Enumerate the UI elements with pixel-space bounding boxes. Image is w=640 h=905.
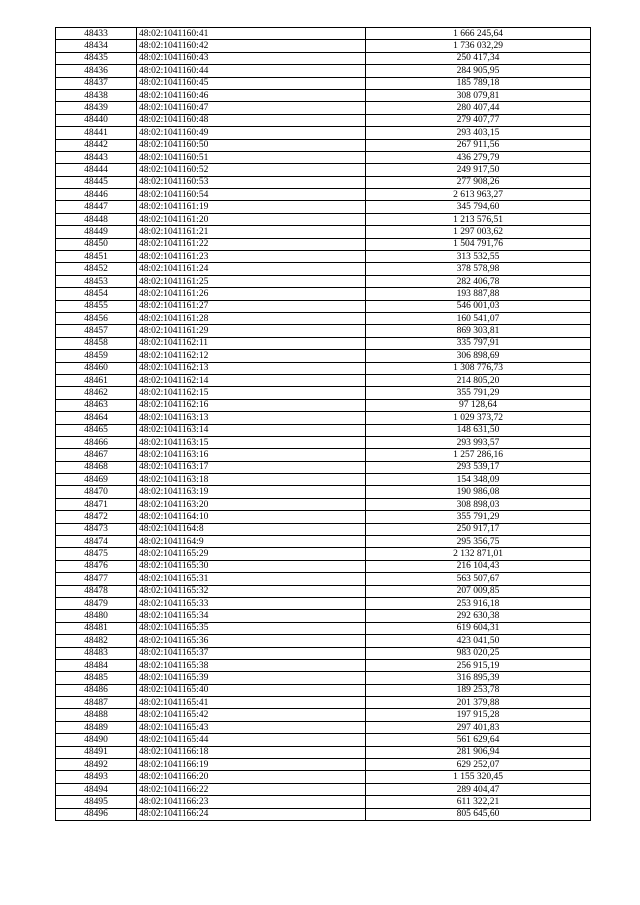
row-number-cell: 48458 bbox=[56, 337, 137, 349]
cadastral-value-cell: 279 407,77 bbox=[366, 114, 591, 126]
cadastral-number-cell: 48:02:1041165:43 bbox=[137, 721, 366, 733]
cadastral-value-cell: 97 128,64 bbox=[366, 399, 591, 411]
cadastral-number-cell: 48:02:1041162:15 bbox=[137, 387, 366, 399]
cadastral-number-cell: 48:02:1041160:43 bbox=[137, 52, 366, 64]
cadastral-value-cell: 253 916,18 bbox=[366, 597, 591, 609]
cadastral-value-cell: 185 789,18 bbox=[366, 77, 591, 89]
table-row bbox=[56, 65, 591, 77]
table-row bbox=[56, 362, 591, 374]
row-number-cell: 48494 bbox=[56, 783, 137, 795]
table-row bbox=[56, 771, 591, 783]
row-number-cell: 48451 bbox=[56, 251, 137, 263]
row-number-cell: 48441 bbox=[56, 127, 137, 139]
table-row bbox=[56, 610, 591, 622]
table-row bbox=[56, 461, 591, 473]
table-row bbox=[56, 337, 591, 349]
row-number-cell: 48487 bbox=[56, 697, 137, 709]
table-row bbox=[56, 312, 591, 324]
row-number-cell: 48493 bbox=[56, 771, 137, 783]
cadastral-number-cell: 48:02:1041161:19 bbox=[137, 201, 366, 213]
cadastral-number-cell: 48:02:1041161:25 bbox=[137, 275, 366, 287]
cadastral-value-cell: 293 403,15 bbox=[366, 127, 591, 139]
row-number-cell: 48457 bbox=[56, 325, 137, 337]
cadastral-value-cell: 297 401,83 bbox=[366, 721, 591, 733]
table-row bbox=[56, 164, 591, 176]
cadastral-value-cell: 216 104,43 bbox=[366, 560, 591, 572]
table-row bbox=[56, 114, 591, 126]
row-number-cell: 48463 bbox=[56, 399, 137, 411]
cadastral-value-cell: 1 666 245,64 bbox=[366, 28, 591, 40]
row-number-cell: 48436 bbox=[56, 65, 137, 77]
table-row bbox=[56, 213, 591, 225]
table-row bbox=[56, 721, 591, 733]
table-row bbox=[56, 139, 591, 151]
row-number-cell: 48478 bbox=[56, 585, 137, 597]
row-number-cell: 48471 bbox=[56, 498, 137, 510]
cadastral-value-cell: 869 303,81 bbox=[366, 325, 591, 337]
table-row bbox=[56, 585, 591, 597]
cadastral-number-cell: 48:02:1041162:11 bbox=[137, 337, 366, 349]
table-row bbox=[56, 275, 591, 287]
cadastral-number-cell: 48:02:1041166:24 bbox=[137, 808, 366, 820]
cadastral-number-cell: 48:02:1041163:16 bbox=[137, 449, 366, 461]
table-row bbox=[56, 647, 591, 659]
cadastral-number-cell: 48:02:1041165:37 bbox=[137, 647, 366, 659]
table-row bbox=[56, 412, 591, 424]
table-row bbox=[56, 238, 591, 250]
row-number-cell: 48462 bbox=[56, 387, 137, 399]
row-number-cell: 48472 bbox=[56, 511, 137, 523]
row-number-cell: 48485 bbox=[56, 672, 137, 684]
row-number-cell: 48483 bbox=[56, 647, 137, 659]
row-number-cell: 48496 bbox=[56, 808, 137, 820]
cadastral-value-cell: 423 041,50 bbox=[366, 635, 591, 647]
row-number-cell: 48477 bbox=[56, 573, 137, 585]
row-number-cell: 48464 bbox=[56, 412, 137, 424]
table-row bbox=[56, 783, 591, 795]
table-body bbox=[56, 28, 591, 821]
cadastral-number-cell: 48:02:1041165:42 bbox=[137, 709, 366, 721]
cadastral-value-cell: 1 504 791,76 bbox=[366, 238, 591, 250]
cadastral-value-cell: 563 507,67 bbox=[366, 573, 591, 585]
cadastral-value-cell: 267 911,56 bbox=[366, 139, 591, 151]
row-number-cell: 48473 bbox=[56, 523, 137, 535]
cadastral-value-cell: 308 079,81 bbox=[366, 89, 591, 101]
row-number-cell: 48467 bbox=[56, 449, 137, 461]
cadastral-value-cell: 295 356,75 bbox=[366, 536, 591, 548]
table-row bbox=[56, 709, 591, 721]
cadastral-value-cell: 983 020,25 bbox=[366, 647, 591, 659]
cadastral-value-cell: 308 898,03 bbox=[366, 498, 591, 510]
row-number-cell: 48469 bbox=[56, 474, 137, 486]
cadastral-value-cell: 546 001,03 bbox=[366, 300, 591, 312]
cadastral-value-cell: 345 794,60 bbox=[366, 201, 591, 213]
cadastral-value-cell: 293 539,17 bbox=[366, 461, 591, 473]
row-number-cell: 48448 bbox=[56, 213, 137, 225]
cadastral-value-cell: 284 905,95 bbox=[366, 65, 591, 77]
cadastral-value-cell: 293 993,57 bbox=[366, 436, 591, 448]
cadastral-number-cell: 48:02:1041162:14 bbox=[137, 374, 366, 386]
table-row bbox=[56, 808, 591, 820]
row-number-cell: 48442 bbox=[56, 139, 137, 151]
cadastral-number-cell: 48:02:1041165:30 bbox=[137, 560, 366, 572]
cadastral-number-cell: 48:02:1041166:20 bbox=[137, 771, 366, 783]
table-row bbox=[56, 560, 591, 572]
cadastral-number-cell: 48:02:1041162:16 bbox=[137, 399, 366, 411]
row-number-cell: 48486 bbox=[56, 684, 137, 696]
table-row bbox=[56, 597, 591, 609]
table-row bbox=[56, 684, 591, 696]
table-row bbox=[56, 399, 591, 411]
cadastral-value-cell: 250 917,17 bbox=[366, 523, 591, 535]
cadastral-value-cell: 629 252,07 bbox=[366, 759, 591, 771]
cadastral-number-cell: 48:02:1041164:9 bbox=[137, 536, 366, 548]
table-row bbox=[56, 201, 591, 213]
cadastral-value-cell: 148 631,50 bbox=[366, 424, 591, 436]
cadastral-value-cell: 436 279,79 bbox=[366, 151, 591, 163]
cadastral-number-cell: 48:02:1041160:41 bbox=[137, 28, 366, 40]
cadastral-value-cell: 313 532,55 bbox=[366, 251, 591, 263]
row-number-cell: 48479 bbox=[56, 597, 137, 609]
cadastral-value-cell: 256 915,19 bbox=[366, 659, 591, 671]
cadastral-number-cell: 48:02:1041164:8 bbox=[137, 523, 366, 535]
cadastral-value-cell: 611 322,21 bbox=[366, 796, 591, 808]
cadastral-value-cell: 277 908,26 bbox=[366, 176, 591, 188]
cadastral-number-cell: 48:02:1041163:20 bbox=[137, 498, 366, 510]
row-number-cell: 48474 bbox=[56, 536, 137, 548]
cadastral-number-cell: 48:02:1041163:19 bbox=[137, 486, 366, 498]
cadastral-number-cell: 48:02:1041161:26 bbox=[137, 288, 366, 300]
table-row bbox=[56, 189, 591, 201]
table-row bbox=[56, 102, 591, 114]
row-number-cell: 48484 bbox=[56, 659, 137, 671]
cadastral-number-cell: 48:02:1041160:45 bbox=[137, 77, 366, 89]
row-number-cell: 48461 bbox=[56, 374, 137, 386]
table-row bbox=[56, 263, 591, 275]
cadastral-number-cell: 48:02:1041161:23 bbox=[137, 251, 366, 263]
row-number-cell: 48460 bbox=[56, 362, 137, 374]
cadastral-value-cell: 214 805,20 bbox=[366, 374, 591, 386]
cadastral-value-cell: 193 887,88 bbox=[366, 288, 591, 300]
row-number-cell: 48434 bbox=[56, 40, 137, 52]
row-number-cell: 48482 bbox=[56, 635, 137, 647]
cadastral-value-cell: 197 915,28 bbox=[366, 709, 591, 721]
row-number-cell: 48454 bbox=[56, 288, 137, 300]
table-row bbox=[56, 387, 591, 399]
row-number-cell: 48447 bbox=[56, 201, 137, 213]
cadastral-value-cell: 1 257 286,16 bbox=[366, 449, 591, 461]
cadastral-number-cell: 48:02:1041165:35 bbox=[137, 622, 366, 634]
table-row bbox=[56, 672, 591, 684]
cadastral-value-cell: 619 604,31 bbox=[366, 622, 591, 634]
row-number-cell: 48475 bbox=[56, 548, 137, 560]
cadastral-number-cell: 48:02:1041160:54 bbox=[137, 189, 366, 201]
cadastral-number-cell: 48:02:1041165:38 bbox=[137, 659, 366, 671]
cadastral-number-cell: 48:02:1041165:36 bbox=[137, 635, 366, 647]
cadastral-number-cell: 48:02:1041161:21 bbox=[137, 226, 366, 238]
cadastral-number-cell: 48:02:1041166:22 bbox=[137, 783, 366, 795]
cadastral-value-cell: 1 297 003,62 bbox=[366, 226, 591, 238]
row-number-cell: 48488 bbox=[56, 709, 137, 721]
row-number-cell: 48459 bbox=[56, 350, 137, 362]
table-row bbox=[56, 374, 591, 386]
row-number-cell: 48456 bbox=[56, 312, 137, 324]
table-row bbox=[56, 449, 591, 461]
row-number-cell: 48449 bbox=[56, 226, 137, 238]
cadastral-number-cell: 48:02:1041165:31 bbox=[137, 573, 366, 585]
cadastral-number-cell: 48:02:1041163:15 bbox=[137, 436, 366, 448]
table-row bbox=[56, 511, 591, 523]
cadastral-number-cell: 48:02:1041160:46 bbox=[137, 89, 366, 101]
cadastral-number-cell: 48:02:1041160:49 bbox=[137, 127, 366, 139]
cadastral-value-cell: 1 308 776,73 bbox=[366, 362, 591, 374]
cadastral-number-cell: 48:02:1041160:50 bbox=[137, 139, 366, 151]
cadastral-value-cell: 154 348,09 bbox=[366, 474, 591, 486]
row-number-cell: 48491 bbox=[56, 746, 137, 758]
table-row bbox=[56, 796, 591, 808]
cadastral-value-cell: 1 155 320,45 bbox=[366, 771, 591, 783]
cadastral-number-cell: 48:02:1041165:39 bbox=[137, 672, 366, 684]
table-row bbox=[56, 251, 591, 263]
cadastral-number-cell: 48:02:1041163:17 bbox=[137, 461, 366, 473]
cadastral-value-cell: 160 541,07 bbox=[366, 312, 591, 324]
table-row bbox=[56, 325, 591, 337]
row-number-cell: 48480 bbox=[56, 610, 137, 622]
table-row bbox=[56, 436, 591, 448]
table-row bbox=[56, 77, 591, 89]
table-row bbox=[56, 536, 591, 548]
cadastral-value-cell: 1 213 576,51 bbox=[366, 213, 591, 225]
cadastral-value-cell: 249 917,50 bbox=[366, 164, 591, 176]
cadastral-value-cell: 189 253,78 bbox=[366, 684, 591, 696]
cadastral-number-cell: 48:02:1041166:23 bbox=[137, 796, 366, 808]
cadastral-number-cell: 48:02:1041162:13 bbox=[137, 362, 366, 374]
table-row bbox=[56, 424, 591, 436]
cadastral-number-cell: 48:02:1041160:53 bbox=[137, 176, 366, 188]
cadastral-value-cell: 2 132 871,01 bbox=[366, 548, 591, 560]
cadastral-number-cell: 48:02:1041161:29 bbox=[137, 325, 366, 337]
cadastral-number-cell: 48:02:1041160:51 bbox=[137, 151, 366, 163]
cadastral-number-cell: 48:02:1041165:41 bbox=[137, 697, 366, 709]
table-row bbox=[56, 486, 591, 498]
cadastral-number-cell: 48:02:1041161:27 bbox=[137, 300, 366, 312]
row-number-cell: 48445 bbox=[56, 176, 137, 188]
table-row bbox=[56, 622, 591, 634]
cadastral-value-table bbox=[55, 27, 591, 821]
table-row bbox=[56, 52, 591, 64]
cadastral-value-cell: 306 898,69 bbox=[366, 350, 591, 362]
cadastral-value-cell: 292 630,38 bbox=[366, 610, 591, 622]
cadastral-number-cell: 48:02:1041160:52 bbox=[137, 164, 366, 176]
cadastral-value-cell: 316 895,39 bbox=[366, 672, 591, 684]
row-number-cell: 48481 bbox=[56, 622, 137, 634]
table-row bbox=[56, 127, 591, 139]
row-number-cell: 48439 bbox=[56, 102, 137, 114]
table-row bbox=[56, 523, 591, 535]
row-number-cell: 48492 bbox=[56, 759, 137, 771]
cadastral-value-cell: 281 906,94 bbox=[366, 746, 591, 758]
row-number-cell: 48444 bbox=[56, 164, 137, 176]
row-number-cell: 48489 bbox=[56, 721, 137, 733]
cadastral-value-cell: 805 645,60 bbox=[366, 808, 591, 820]
cadastral-number-cell: 48:02:1041164:10 bbox=[137, 511, 366, 523]
table-row bbox=[56, 40, 591, 52]
row-number-cell: 48446 bbox=[56, 189, 137, 201]
cadastral-number-cell: 48:02:1041161:24 bbox=[137, 263, 366, 275]
cadastral-number-cell: 48:02:1041160:42 bbox=[137, 40, 366, 52]
cadastral-value-cell: 250 417,34 bbox=[366, 52, 591, 64]
table-row bbox=[56, 89, 591, 101]
table-row bbox=[56, 226, 591, 238]
cadastral-number-cell: 48:02:1041166:18 bbox=[137, 746, 366, 758]
cadastral-value-cell: 190 986,08 bbox=[366, 486, 591, 498]
row-number-cell: 48466 bbox=[56, 436, 137, 448]
row-number-cell: 48443 bbox=[56, 151, 137, 163]
cadastral-number-cell: 48:02:1041162:12 bbox=[137, 350, 366, 362]
cadastral-number-cell: 48:02:1041160:47 bbox=[137, 102, 366, 114]
table-row bbox=[56, 573, 591, 585]
table-row bbox=[56, 635, 591, 647]
table-row bbox=[56, 759, 591, 771]
table-row bbox=[56, 474, 591, 486]
cadastral-number-cell: 48:02:1041160:48 bbox=[137, 114, 366, 126]
table-row bbox=[56, 288, 591, 300]
table-row bbox=[56, 659, 591, 671]
table-row bbox=[56, 697, 591, 709]
row-number-cell: 48470 bbox=[56, 486, 137, 498]
table-row bbox=[56, 300, 591, 312]
cadastral-number-cell: 48:02:1041165:44 bbox=[137, 734, 366, 746]
table-row bbox=[56, 350, 591, 362]
table-row bbox=[56, 746, 591, 758]
row-number-cell: 48490 bbox=[56, 734, 137, 746]
cadastral-value-cell: 1 029 373,72 bbox=[366, 412, 591, 424]
cadastral-number-cell: 48:02:1041160:44 bbox=[137, 65, 366, 77]
cadastral-value-cell: 2 613 963,27 bbox=[366, 189, 591, 201]
cadastral-value-cell: 201 379,88 bbox=[366, 697, 591, 709]
row-number-cell: 48476 bbox=[56, 560, 137, 572]
row-number-cell: 48455 bbox=[56, 300, 137, 312]
cadastral-number-cell: 48:02:1041163:14 bbox=[137, 424, 366, 436]
cadastral-value-cell: 207 009,85 bbox=[366, 585, 591, 597]
cadastral-value-cell: 355 791,29 bbox=[366, 511, 591, 523]
cadastral-value-cell: 355 791,29 bbox=[366, 387, 591, 399]
row-number-cell: 48465 bbox=[56, 424, 137, 436]
cadastral-value-cell: 1 736 032,29 bbox=[366, 40, 591, 52]
row-number-cell: 48433 bbox=[56, 28, 137, 40]
table-row bbox=[56, 548, 591, 560]
cadastral-value-cell: 282 406,78 bbox=[366, 275, 591, 287]
cadastral-number-cell: 48:02:1041165:40 bbox=[137, 684, 366, 696]
table-row bbox=[56, 734, 591, 746]
row-number-cell: 48452 bbox=[56, 263, 137, 275]
cadastral-value-cell: 280 407,44 bbox=[366, 102, 591, 114]
table-row bbox=[56, 151, 591, 163]
cadastral-number-cell: 48:02:1041161:22 bbox=[137, 238, 366, 250]
cadastral-number-cell: 48:02:1041165:33 bbox=[137, 597, 366, 609]
cadastral-number-cell: 48:02:1041166:19 bbox=[137, 759, 366, 771]
row-number-cell: 48435 bbox=[56, 52, 137, 64]
table-row bbox=[56, 28, 591, 40]
row-number-cell: 48440 bbox=[56, 114, 137, 126]
cadastral-number-cell: 48:02:1041163:18 bbox=[137, 474, 366, 486]
row-number-cell: 48495 bbox=[56, 796, 137, 808]
row-number-cell: 48437 bbox=[56, 77, 137, 89]
row-number-cell: 48453 bbox=[56, 275, 137, 287]
cadastral-value-cell: 289 404,47 bbox=[366, 783, 591, 795]
table-row bbox=[56, 176, 591, 188]
table-row bbox=[56, 498, 591, 510]
cadastral-number-cell: 48:02:1041165:32 bbox=[137, 585, 366, 597]
cadastral-number-cell: 48:02:1041161:28 bbox=[137, 312, 366, 324]
cadastral-number-cell: 48:02:1041161:20 bbox=[137, 213, 366, 225]
row-number-cell: 48438 bbox=[56, 89, 137, 101]
cadastral-number-cell: 48:02:1041163:13 bbox=[137, 412, 366, 424]
cadastral-value-cell: 335 797,91 bbox=[366, 337, 591, 349]
cadastral-number-cell: 48:02:1041165:34 bbox=[137, 610, 366, 622]
cadastral-value-cell: 561 629,64 bbox=[366, 734, 591, 746]
row-number-cell: 48450 bbox=[56, 238, 137, 250]
cadastral-value-cell: 378 578,98 bbox=[366, 263, 591, 275]
cadastral-number-cell: 48:02:1041165:29 bbox=[137, 548, 366, 560]
row-number-cell: 48468 bbox=[56, 461, 137, 473]
